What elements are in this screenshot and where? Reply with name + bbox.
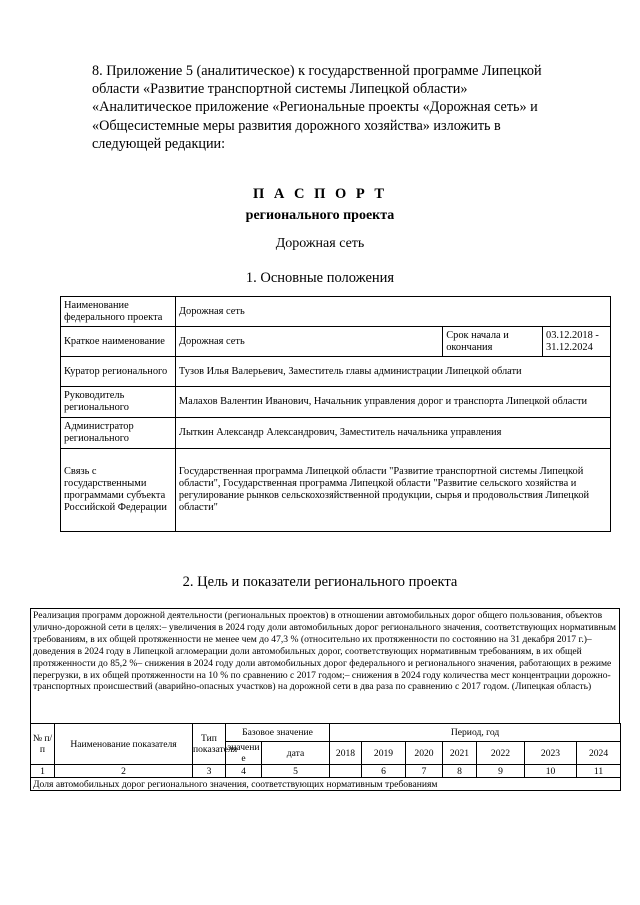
section2-title: 2. Цель и показатели регионального проекта (182, 574, 458, 590)
col-header-year: 2020 (406, 742, 443, 765)
section1-title: 1. Основные положения (245, 270, 395, 286)
col-header-year: 2018 (330, 742, 362, 765)
col-header-period: Период, год (330, 724, 621, 742)
index-cell: 6 (362, 765, 406, 778)
table-row (61, 418, 611, 449)
table-row (61, 297, 611, 327)
col-header-year: 2023 (525, 742, 577, 765)
term-value: 03.12.2018 - 31.12.2024 (543, 327, 611, 357)
intro-line: следующей редакции: (92, 135, 226, 152)
head-label: Руководитель регионального (61, 387, 176, 418)
col-header-name: Наименование показателя (55, 724, 193, 765)
program-link-value: Государственная программа Липецкой области "Развитие транспортной системы Липецкой области", Государственная программа Липецкой области "Развитие сельского хозяйства и регулирование рынков сельскохозяйственной продукции, сырья и продовольствия Липецкой области" (175, 449, 610, 532)
index-cell: 11 (577, 765, 621, 778)
col-header-year: 2019 (362, 742, 406, 765)
intro-line: области «Развитие транспортной системы Липецкой области» (92, 81, 468, 98)
col-header-year: 2022 (477, 742, 525, 765)
col-header-base-value: значение (227, 742, 260, 764)
main-provisions-table (60, 296, 611, 532)
passport-title: П А С П О Р Т (252, 186, 388, 202)
index-cell: 9 (477, 765, 525, 778)
index-cell: 2 (55, 765, 193, 778)
curator-value: Тузов Илья Валерьевич, Заместитель главы администрации Липецкой облати (175, 357, 610, 387)
index-cell: 4 (226, 765, 262, 778)
indicators-table (30, 723, 621, 791)
table-row (61, 357, 611, 387)
term-label: Срок начала и окончания (443, 327, 543, 357)
federal-name-label: Наименование федерального проекта (61, 297, 176, 327)
intro-paragraph (92, 62, 582, 153)
table-header-row (31, 724, 621, 742)
curator-label: Куратор регионального (61, 357, 176, 387)
program-link-label: Связь с государственными программами субъекта Российской Федерации (61, 449, 176, 532)
index-cell: 3 (193, 765, 226, 778)
passport-subtitle: регионального проекта (245, 208, 395, 223)
col-header-num: № п/п (31, 724, 55, 765)
index-cell (330, 765, 362, 778)
table-row (61, 327, 611, 357)
index-cell: 5 (262, 765, 330, 778)
col-header-year: 2024 (577, 742, 621, 765)
index-row (31, 765, 621, 778)
intro-line: 8. Приложение 5 (аналитическое) к государственной программе Липецкой (92, 63, 542, 79)
federal-name-value: Дорожная сеть (175, 297, 610, 327)
index-cell: 8 (443, 765, 477, 778)
admin-label: Администратор регионального (61, 418, 176, 449)
index-cell: 1 (31, 765, 55, 778)
table-row (61, 449, 611, 532)
goal-description: Реализация программ дорожной деятельности (региональных проектов) в отношении автомобильных дорог общего пользования, объектов улично-дорожной сети в целях:– увеличения в 2024 году доли автомобильных дорог регионального значения, соответствующих нормативным требованиям, в их общей протяженности не менее чем до 47,3 % (относительно их протяженности по состоянию на 31 декабря 2017 г.)– доведения в 2024 году в Липецкой агломерации доли автомобильных дорог, соответствующих нормативным требованиям, в их общей протяженности до 85,2 %– снижения в 2024 году доли автомобильных дорог федерального и регионального значения, работающих в режиме перегрузки, в их общей протяженности на 10 % по сравнению с 2017 годом;– снижения в 2024 году количества мест концентрации дорожно-транспортных происшествий (аварийно-опасных участков) на дорожной сети в два раза по сравнению с 2017 годом. (Липецкая область) (30, 608, 620, 724)
col-header-base: Базовое значение (226, 724, 330, 742)
col-header-type: Тип показателя (193, 724, 226, 765)
admin-value: Лыткин Александр Александрович, Заместитель начальника управления (175, 418, 610, 449)
col-header-base-date: дата (262, 742, 330, 765)
table-row (61, 387, 611, 418)
indicator-caption: Доля автомобильных дорог регионального значения, соответствующих нормативным требованиям (31, 778, 621, 791)
index-cell: 7 (406, 765, 443, 778)
project-name: Дорожная сеть (275, 236, 365, 251)
intro-line: «Аналитическое приложение «Региональные проекты «Дорожная сеть» и (92, 99, 538, 116)
col-header-year: 2021 (443, 742, 477, 765)
head-value: Малахов Валентин Иванович, Начальник управления дорог и транспорта Липецкой области (175, 387, 610, 418)
short-name-value: Дорожная сеть (175, 327, 442, 357)
indicator-caption-row (31, 778, 621, 791)
intro-line: «Общесистемные меры развития дорожного хозяйства» изложить в (92, 117, 501, 134)
index-cell: 10 (525, 765, 577, 778)
short-name-label: Краткое наименование (61, 327, 176, 357)
